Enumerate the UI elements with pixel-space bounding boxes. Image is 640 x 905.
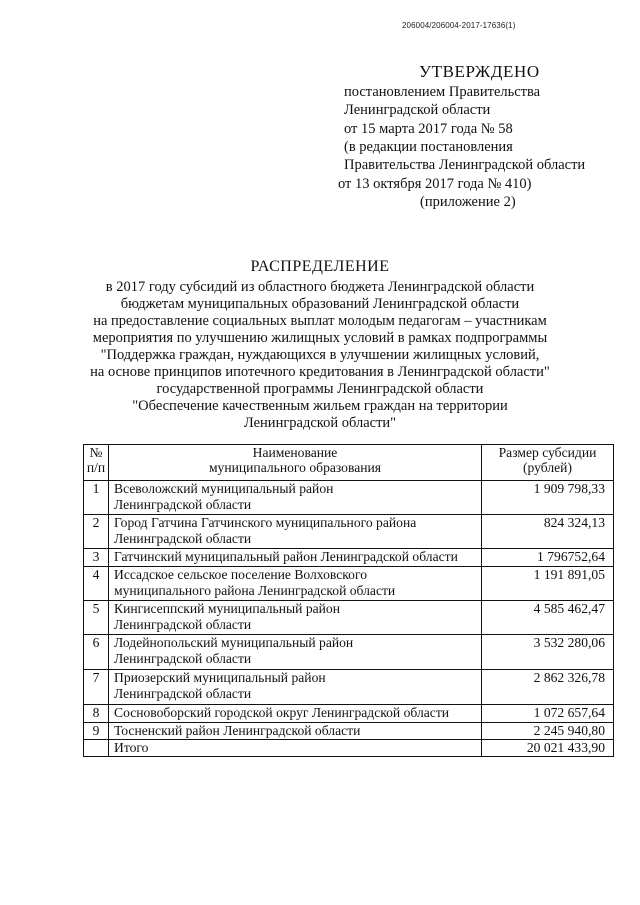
header-name: [109, 445, 482, 481]
row-name-line1: Лодейнопольский муниципальный район: [114, 635, 354, 650]
row-name-line1: Кингисеппский муниципальный район: [114, 601, 341, 616]
header-num-line2: п/п: [86, 460, 106, 475]
table-row: [84, 549, 614, 567]
row-amount: 3 532 280,06: [482, 635, 614, 670]
row-number: 3: [84, 549, 109, 567]
row-number: 7: [84, 670, 109, 705]
row-number: 8: [84, 705, 109, 723]
row-name-line2: муниципального района Ленинградской области: [114, 582, 396, 598]
row-number: 9: [84, 723, 109, 740]
row-name-line1: Приозерский муниципальный район: [114, 670, 326, 685]
table-row: [84, 705, 614, 723]
total-number-cell: [84, 740, 109, 757]
approval-appendix-note: (приложение 2): [420, 194, 516, 210]
subtitle-line: на основе принципов ипотечного кредитования в Ленинградской области": [90, 364, 550, 380]
subtitle-line: "Обеспечение качественным жильем граждан на территории: [132, 398, 508, 414]
approval-line: от 13 октября 2017 года № 410): [338, 176, 532, 192]
table-row: [84, 723, 614, 740]
subtitle-line: Ленинградской области": [243, 415, 397, 431]
approval-line: (в редакции постановления: [344, 139, 513, 155]
row-name-line2: Ленинградской области: [114, 685, 252, 701]
table-row: [84, 601, 614, 635]
row-amount: 4 585 462,47: [482, 601, 614, 635]
row-name: [109, 481, 482, 515]
table-row: [84, 515, 614, 549]
subtitle-line: на предоставление социальных выплат молодым педагогам – участникам: [93, 313, 547, 329]
row-amount: 824 324,13: [482, 515, 614, 549]
row-amount: 1 909 798,33: [482, 481, 614, 515]
row-name-line1: Сосновоборский городской округ Ленинградской области: [114, 705, 450, 720]
row-amount: 2 862 326,78: [482, 670, 614, 705]
header-amount: [482, 445, 614, 481]
table-row: [84, 635, 614, 670]
row-name: [109, 549, 482, 567]
table-row: [84, 670, 614, 705]
subsidy-table: [83, 444, 614, 757]
row-amount: 1 796752,64: [482, 549, 614, 567]
approval-title: УТВЕРЖДЕНО: [419, 62, 540, 81]
table-row: [84, 567, 614, 601]
total-amount: 20 021 433,90: [482, 740, 614, 757]
approval-line: Ленинградской области: [344, 102, 491, 118]
subtitle-line: "Поддержка граждан, нуждающихся в улучшении жилищных условий,: [100, 347, 540, 363]
row-number: 1: [84, 481, 109, 515]
header-name-line1: Наименование: [252, 445, 338, 460]
subtitle-line: мероприятия по улучшению жилищных условий в рамках подпрограммы: [92, 330, 548, 346]
approval-line: постановлением Правительства: [344, 84, 541, 100]
row-name-line2: Ленинградской области: [114, 650, 252, 666]
approval-line: от 15 марта 2017 года № 58: [344, 121, 513, 137]
row-number: 2: [84, 515, 109, 549]
row-name: [109, 635, 482, 670]
row-name-line1: Гатчинский муниципальный район Ленинградской области: [114, 549, 458, 564]
row-name: [109, 515, 482, 549]
subtitle-line: государственной программы Ленинградской области: [156, 381, 484, 397]
row-name: [109, 723, 482, 740]
row-name: [109, 601, 482, 635]
table-total-row: [84, 740, 614, 757]
header-num-line1: №: [89, 445, 103, 460]
subtitle-line: бюджетам муниципальных образований Ленинградской области: [120, 296, 520, 312]
row-name-line2: Ленинградской области: [114, 530, 252, 546]
row-amount: 2 245 940,80: [482, 723, 614, 740]
header-amount-line2: (рублей): [523, 460, 572, 475]
row-number: 6: [84, 635, 109, 670]
row-number: 4: [84, 567, 109, 601]
row-name: [109, 567, 482, 601]
row-name-line2: Ленинградской области: [114, 616, 252, 632]
document-heading: РАСПРЕДЕЛЕНИЕ: [250, 258, 390, 275]
document-id: 206004/206004-2017-17636(1): [402, 21, 516, 30]
row-number: 5: [84, 601, 109, 635]
row-name-line2: Ленинградской области: [114, 496, 252, 512]
row-name-line1: Тосненский район Ленинградской области: [114, 723, 361, 738]
row-name-line1: Иссадское сельское поселение Волховского: [114, 567, 368, 582]
table-header-row: [84, 445, 614, 481]
table-row: [84, 481, 614, 515]
row-name-line1: Город Гатчина Гатчинского муниципального района: [114, 515, 417, 530]
row-name: [109, 705, 482, 723]
subtitle-line: в 2017 году субсидий из областного бюджета Ленинградской области: [105, 279, 535, 295]
row-name-line1: Всеволожский муниципальный район: [114, 481, 334, 496]
header-num: [84, 445, 109, 481]
row-amount: 1 072 657,64: [482, 705, 614, 723]
header-name-line2: муниципального образования: [208, 460, 382, 475]
row-name: [109, 670, 482, 705]
approval-line: Правительства Ленинградской области: [344, 157, 586, 173]
total-label: Итого: [109, 740, 482, 757]
header-amount-line1: Размер субсидии: [498, 445, 597, 460]
row-amount: 1 191 891,05: [482, 567, 614, 601]
